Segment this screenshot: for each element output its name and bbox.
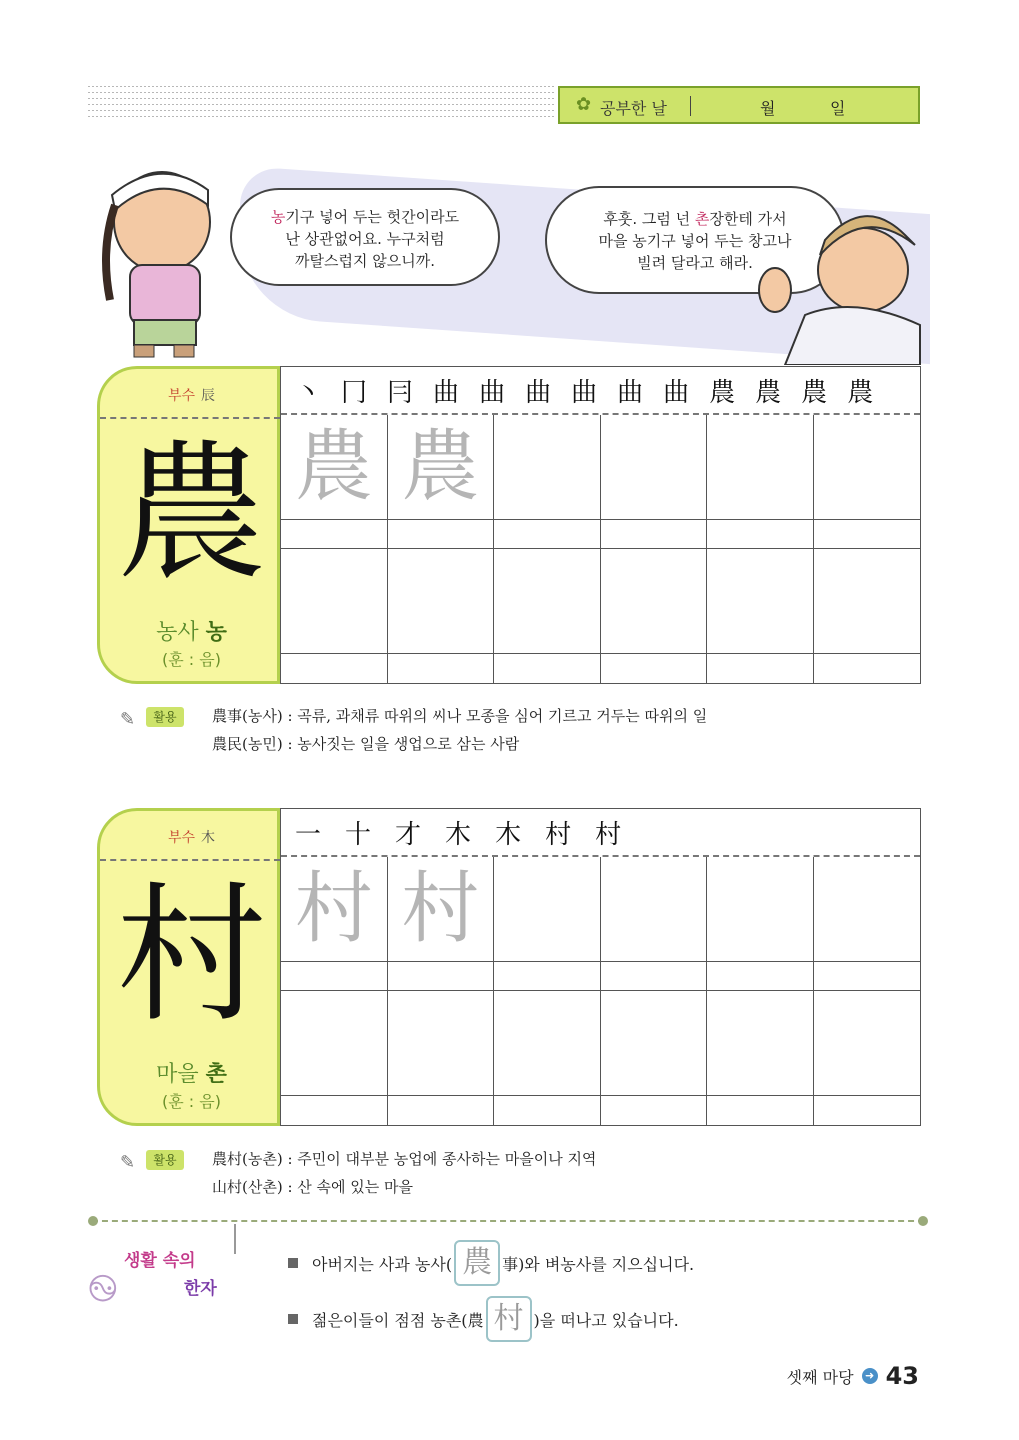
stroke-step: 村	[595, 819, 622, 850]
sound-cell[interactable]	[601, 654, 708, 683]
bubble-text: 기구 넣어 두는 헛간이라도	[285, 208, 460, 226]
stroke-step: 木	[495, 819, 522, 850]
stroke-step: 冃	[387, 377, 414, 408]
meaning: 마을	[156, 1062, 199, 1087]
stroke-step: 木	[445, 819, 472, 850]
practice-cell[interactable]	[494, 991, 601, 1096]
sound-cell[interactable]	[281, 654, 388, 683]
sound-cell[interactable]	[814, 654, 921, 683]
stroke-step: 曲	[479, 377, 506, 408]
speech-bubble-left	[230, 188, 500, 286]
answer-box[interactable]: 農	[454, 1240, 500, 1286]
arrow-circle-icon: ➜	[862, 1368, 878, 1384]
divider	[100, 417, 280, 419]
practice-cell[interactable]	[814, 415, 921, 520]
main-hanja: 農	[116, 427, 267, 601]
answer-box[interactable]: 村	[486, 1296, 532, 1342]
practice-cell[interactable]	[707, 991, 814, 1096]
practice-cell[interactable]	[601, 857, 708, 962]
divider-dot	[88, 1216, 98, 1226]
practice-cells	[281, 415, 920, 683]
sound-cell[interactable]	[281, 520, 388, 549]
practice-cell[interactable]	[388, 991, 495, 1096]
sentence-text: 젊은이들이 점점 농촌(農	[312, 1310, 484, 1330]
sound-cell[interactable]	[494, 654, 601, 683]
section-label: 셋째 마당	[786, 1367, 854, 1387]
bubble-right-line2: 마을 농기구 넣어 두는 창고나	[598, 232, 792, 250]
trace-hanja: 村	[401, 864, 480, 954]
radical-char: 木	[201, 830, 216, 846]
sound-cell[interactable]	[814, 1096, 921, 1125]
divider	[100, 859, 280, 861]
hun-eum-label: (훈 : 음)	[162, 1092, 221, 1111]
practice-cell[interactable]	[494, 549, 601, 654]
page-footer	[787, 1362, 919, 1390]
divider	[690, 96, 691, 116]
usage-lines	[212, 702, 862, 758]
sound-cell[interactable]	[707, 520, 814, 549]
practice-cell[interactable]	[494, 857, 601, 962]
bubble-left-line3: 까탈스럽지 않으니까.	[295, 252, 435, 270]
study-date-box	[558, 86, 920, 124]
radical-label	[100, 385, 283, 405]
stroke-order-row	[281, 367, 920, 415]
usage-tag: 활용	[146, 707, 184, 727]
life-hanja-logo	[88, 1240, 233, 1310]
stroke-step: 曲	[663, 377, 690, 408]
bubble-left-line2: 난 상관없어요. 누구처럼	[285, 230, 445, 248]
stroke-step: 農	[709, 377, 736, 408]
sound-cell[interactable]	[707, 1096, 814, 1125]
month-label: 월	[760, 99, 776, 118]
hanja-practice-chon	[97, 808, 921, 1128]
bullet-square	[288, 1258, 298, 1268]
header-dotted-lines	[86, 86, 556, 122]
life-sentence-1	[288, 1240, 694, 1286]
bubble-text: 후훗. 그럼 넌	[603, 210, 695, 228]
sound-cell[interactable]	[814, 520, 921, 549]
day-label: 일	[830, 99, 846, 118]
usage-line: 農村(농촌) : 주민이 대부분 농업에 종사하는 마을이나 지역	[212, 1150, 597, 1168]
sound-cell[interactable]	[707, 962, 814, 991]
sound-cell[interactable]	[281, 962, 388, 991]
practice-cell[interactable]	[388, 549, 495, 654]
stroke-order-row	[281, 809, 920, 857]
sound-cell[interactable]	[388, 654, 495, 683]
sound: 농	[205, 620, 227, 645]
hun-eum-label: (훈 : 음)	[162, 650, 221, 669]
meaning: 농사	[156, 620, 199, 645]
section-divider	[92, 1220, 924, 1224]
trace-cell[interactable]	[281, 415, 388, 520]
stroke-step: 曲	[617, 377, 644, 408]
sound-cell[interactable]	[707, 654, 814, 683]
practice-cell[interactable]	[707, 857, 814, 962]
bubble-left-line1	[232, 206, 498, 228]
stroke-step: 村	[545, 819, 572, 850]
sound-cell[interactable]	[388, 962, 495, 991]
bullet-square	[288, 1314, 298, 1324]
pencil-icon: ✎	[120, 1152, 136, 1173]
sound: 촌	[205, 1062, 227, 1087]
bubble-text: 장한테 가서	[709, 210, 787, 228]
trace-hanja: 農	[401, 422, 480, 512]
writing-grid	[280, 366, 921, 684]
practice-cell[interactable]	[814, 991, 921, 1096]
sentence-text: )을 떠나고 있습니다.	[533, 1310, 679, 1330]
highlight-char: 촌	[694, 210, 710, 228]
radical-label-text: 부수	[167, 388, 196, 404]
main-hanja: 村	[116, 869, 267, 1043]
meaning-sound	[100, 615, 283, 646]
stroke-step: 冂	[341, 377, 368, 408]
boy-character-illustration	[90, 160, 230, 365]
practice-cell[interactable]	[814, 549, 921, 654]
usage-tag: 활용	[146, 1150, 184, 1170]
flower-icon: ✿	[576, 94, 592, 115]
sound-cell[interactable]	[601, 962, 708, 991]
sound-cell[interactable]	[281, 1096, 388, 1125]
usage-lines	[212, 1145, 862, 1201]
trace-cell[interactable]	[388, 857, 495, 962]
writing-grid	[280, 808, 921, 1126]
trace-cell[interactable]	[281, 857, 388, 962]
hanja-card	[97, 808, 280, 1126]
stroke-step: 丶	[295, 377, 322, 408]
practice-cell[interactable]	[601, 991, 708, 1096]
divider	[234, 1224, 236, 1254]
stroke-step: 一	[295, 819, 322, 850]
pencil-icon: ✎	[120, 709, 136, 730]
radical-label-text: 부수	[167, 830, 196, 846]
trace-hanja: 農	[294, 422, 373, 512]
practice-cell[interactable]	[494, 415, 601, 520]
radical-label	[100, 827, 283, 847]
practice-cell[interactable]	[601, 415, 708, 520]
sound-cell[interactable]	[494, 1096, 601, 1125]
sound-cell[interactable]	[494, 962, 601, 991]
trace-cell[interactable]	[388, 415, 495, 520]
sound-cell[interactable]	[388, 520, 495, 549]
sentence-text: 事)와 벼농사를 지으십니다.	[502, 1254, 695, 1274]
sound-cell[interactable]	[601, 520, 708, 549]
life-sentence-2	[288, 1296, 679, 1342]
logo-title-1: 생활 속의	[124, 1251, 196, 1271]
usage-line: 農民(농민) : 농사짓는 일을 생업으로 삼는 사람	[212, 735, 520, 753]
page-number: 43	[885, 1362, 919, 1390]
stroke-step: 曲	[433, 377, 460, 408]
comic-scene	[90, 160, 930, 370]
stroke-step: 才	[395, 819, 422, 850]
practice-cell[interactable]	[281, 991, 388, 1096]
elder-character-illustration	[745, 215, 930, 365]
sentence-text: 아버지는 사과 농사(	[312, 1254, 453, 1274]
sound-cell[interactable]	[494, 520, 601, 549]
swirl-icon: ࿊	[88, 1266, 118, 1310]
hanja-card	[97, 366, 280, 684]
radical-char: 辰	[201, 388, 216, 404]
trace-hanja: 村	[294, 864, 373, 954]
stroke-step: 農	[847, 377, 874, 408]
meaning-sound	[100, 1057, 283, 1088]
practice-cells	[281, 857, 920, 1125]
stroke-step: 農	[801, 377, 828, 408]
practice-cell[interactable]	[601, 549, 708, 654]
study-date-label: 공부한 날	[600, 99, 667, 118]
practice-cell[interactable]	[814, 857, 921, 962]
stroke-step: 曲	[571, 377, 598, 408]
stroke-step: 農	[755, 377, 782, 408]
usage-line: 農事(농사) : 곡류, 과채류 따위의 씨나 모종을 심어 기르고 거두는 따위의 일	[212, 707, 708, 725]
highlight-char: 농	[270, 208, 286, 226]
bubble-right-line3: 빌려 달라고 해라.	[637, 254, 753, 272]
hanja-practice-nong	[97, 366, 921, 686]
divider-dot	[918, 1216, 928, 1226]
practice-cell[interactable]	[707, 549, 814, 654]
sound-cell[interactable]	[601, 1096, 708, 1125]
practice-cell[interactable]	[281, 549, 388, 654]
stroke-step: 曲	[525, 377, 552, 408]
usage-line: 山村(산촌) : 산 속에 있는 마을	[212, 1178, 414, 1196]
stroke-step: 十	[345, 819, 372, 850]
sound-cell[interactable]	[814, 962, 921, 991]
sound-cell[interactable]	[388, 1096, 495, 1125]
practice-cell[interactable]	[707, 415, 814, 520]
logo-title-2: 한자	[184, 1279, 217, 1299]
